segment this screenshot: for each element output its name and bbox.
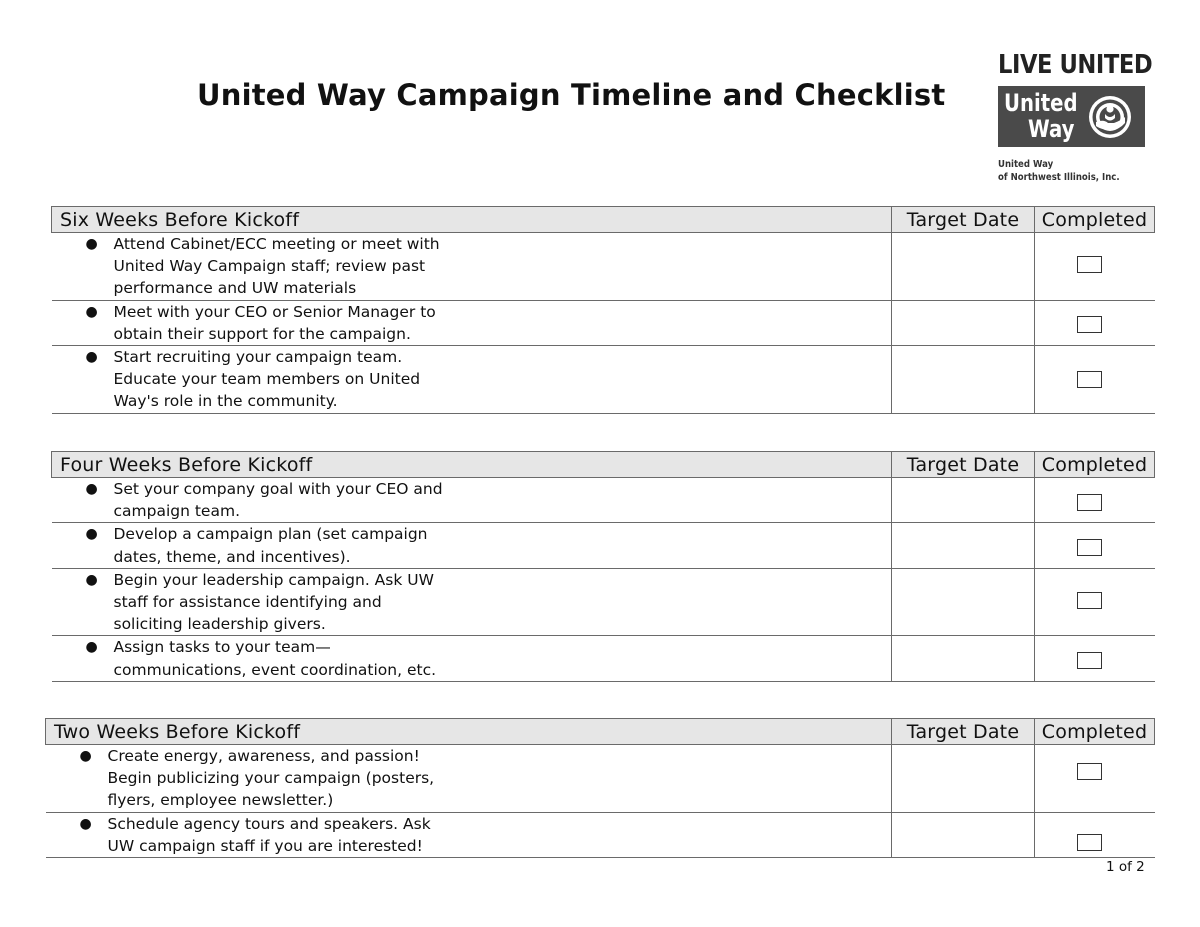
task-item	[52, 478, 892, 522]
task-item	[52, 523, 892, 567]
completed-cell	[1035, 478, 1155, 523]
completed-cell	[1035, 812, 1155, 857]
bullet-icon: ●	[85, 639, 98, 656]
section-table-six-weeks	[51, 206, 1155, 414]
target-date-header: Target Date	[892, 207, 1035, 233]
target-date-cell[interactable]	[892, 233, 1035, 301]
section-heading: Two Weeks Before Kickoff	[46, 719, 892, 745]
completed-header: Completed	[1035, 207, 1155, 233]
completed-cell	[1035, 568, 1155, 636]
organization-name	[998, 159, 1120, 184]
page-number: 1 of 2	[1106, 859, 1145, 875]
logo-word-way: Way	[1028, 115, 1075, 143]
task-item	[52, 301, 892, 345]
task-text: Develop a campaign plan (set campaign dates, theme, and incentives).	[113, 525, 428, 566]
task-text: Assign tasks to your team—communications, event coordination, etc.	[113, 638, 437, 679]
bullet-icon: ●	[79, 748, 92, 764]
completed-checkbox[interactable]	[1077, 652, 1102, 669]
bullet-icon: ●	[85, 303, 98, 320]
table-row	[52, 523, 1155, 568]
task-text: Create energy, awareness, and passion! Begin publicizing your campaign (posters, flyers, employee newsletter.)	[107, 747, 435, 810]
org-name-line2: of Northwest Illinois, Inc.	[998, 171, 1120, 183]
task-item	[52, 346, 892, 413]
section-table-two-weeks	[45, 718, 1155, 858]
page-title: United Way Campaign Timeline and Checklist	[197, 78, 946, 112]
completed-cell	[1035, 346, 1155, 414]
task-text: Attend Cabinet/ECC meeting or meet with United Way Campaign staff; review past performance and UW materials	[113, 235, 440, 298]
completed-checkbox[interactable]	[1077, 316, 1102, 333]
bullet-icon: ●	[79, 815, 92, 832]
target-date-cell[interactable]	[892, 346, 1035, 414]
target-date-cell[interactable]	[892, 300, 1035, 345]
completed-checkbox[interactable]	[1077, 592, 1102, 609]
logo-word-united: United	[1004, 89, 1078, 117]
section-heading: Four Weeks Before Kickoff	[52, 452, 892, 478]
task-text: Meet with your CEO or Senior Manager to obtain their support for the campaign.	[113, 302, 436, 343]
target-date-cell[interactable]	[892, 478, 1035, 523]
completed-header: Completed	[1035, 719, 1155, 745]
target-date-cell[interactable]	[892, 812, 1035, 857]
completed-header: Completed	[1035, 452, 1155, 478]
table-row	[52, 636, 1155, 681]
completed-checkbox[interactable]	[1077, 763, 1102, 780]
target-date-cell[interactable]	[892, 636, 1035, 681]
completed-cell	[1035, 300, 1155, 345]
table-row	[52, 346, 1155, 414]
target-date-cell[interactable]	[892, 745, 1035, 813]
bullet-icon: ●	[85, 481, 98, 497]
completed-checkbox[interactable]	[1077, 256, 1102, 273]
table-row	[52, 568, 1155, 636]
completed-checkbox[interactable]	[1077, 539, 1102, 556]
table-row	[52, 478, 1155, 523]
target-date-header: Target Date	[892, 452, 1035, 478]
live-united-tagline: LIVE UNITED	[998, 50, 1153, 80]
bullet-icon: ●	[85, 349, 98, 366]
completed-cell	[1035, 745, 1155, 813]
task-text: Set your company goal with your CEO and campaign team.	[113, 480, 443, 521]
section-table-four-weeks	[51, 451, 1155, 682]
section-heading: Six Weeks Before Kickoff	[52, 207, 892, 233]
completed-checkbox[interactable]	[1077, 371, 1102, 388]
task-item	[52, 569, 892, 636]
task-item	[46, 813, 892, 857]
completed-cell	[1035, 636, 1155, 681]
completed-cell	[1035, 523, 1155, 568]
task-text: Start recruiting your campaign team. Educate your team members on United Way's role in the community.	[113, 348, 421, 411]
bullet-icon: ●	[85, 571, 98, 588]
task-item	[52, 636, 892, 680]
table-row	[52, 300, 1155, 345]
table-row	[46, 745, 1155, 813]
task-item	[46, 745, 892, 812]
united-way-logo	[998, 86, 1145, 147]
bullet-icon: ●	[85, 236, 98, 252]
table-row	[46, 812, 1155, 857]
target-date-cell[interactable]	[892, 568, 1035, 636]
completed-checkbox[interactable]	[1077, 494, 1102, 511]
task-item	[52, 233, 892, 300]
target-date-cell[interactable]	[892, 523, 1035, 568]
task-text: Begin your leadership campaign. Ask UW staff for assistance identifying and soliciting leadership givers.	[113, 570, 434, 634]
target-date-header: Target Date	[892, 719, 1035, 745]
org-name-line1: United Way	[998, 159, 1054, 170]
bullet-icon: ●	[85, 526, 98, 543]
completed-checkbox[interactable]	[1077, 834, 1102, 851]
table-row	[52, 233, 1155, 301]
task-text: Schedule agency tours and speakers. Ask UW campaign staff if you are interested!	[107, 814, 431, 855]
hand-emblem-icon	[1084, 92, 1136, 142]
completed-cell	[1035, 233, 1155, 301]
